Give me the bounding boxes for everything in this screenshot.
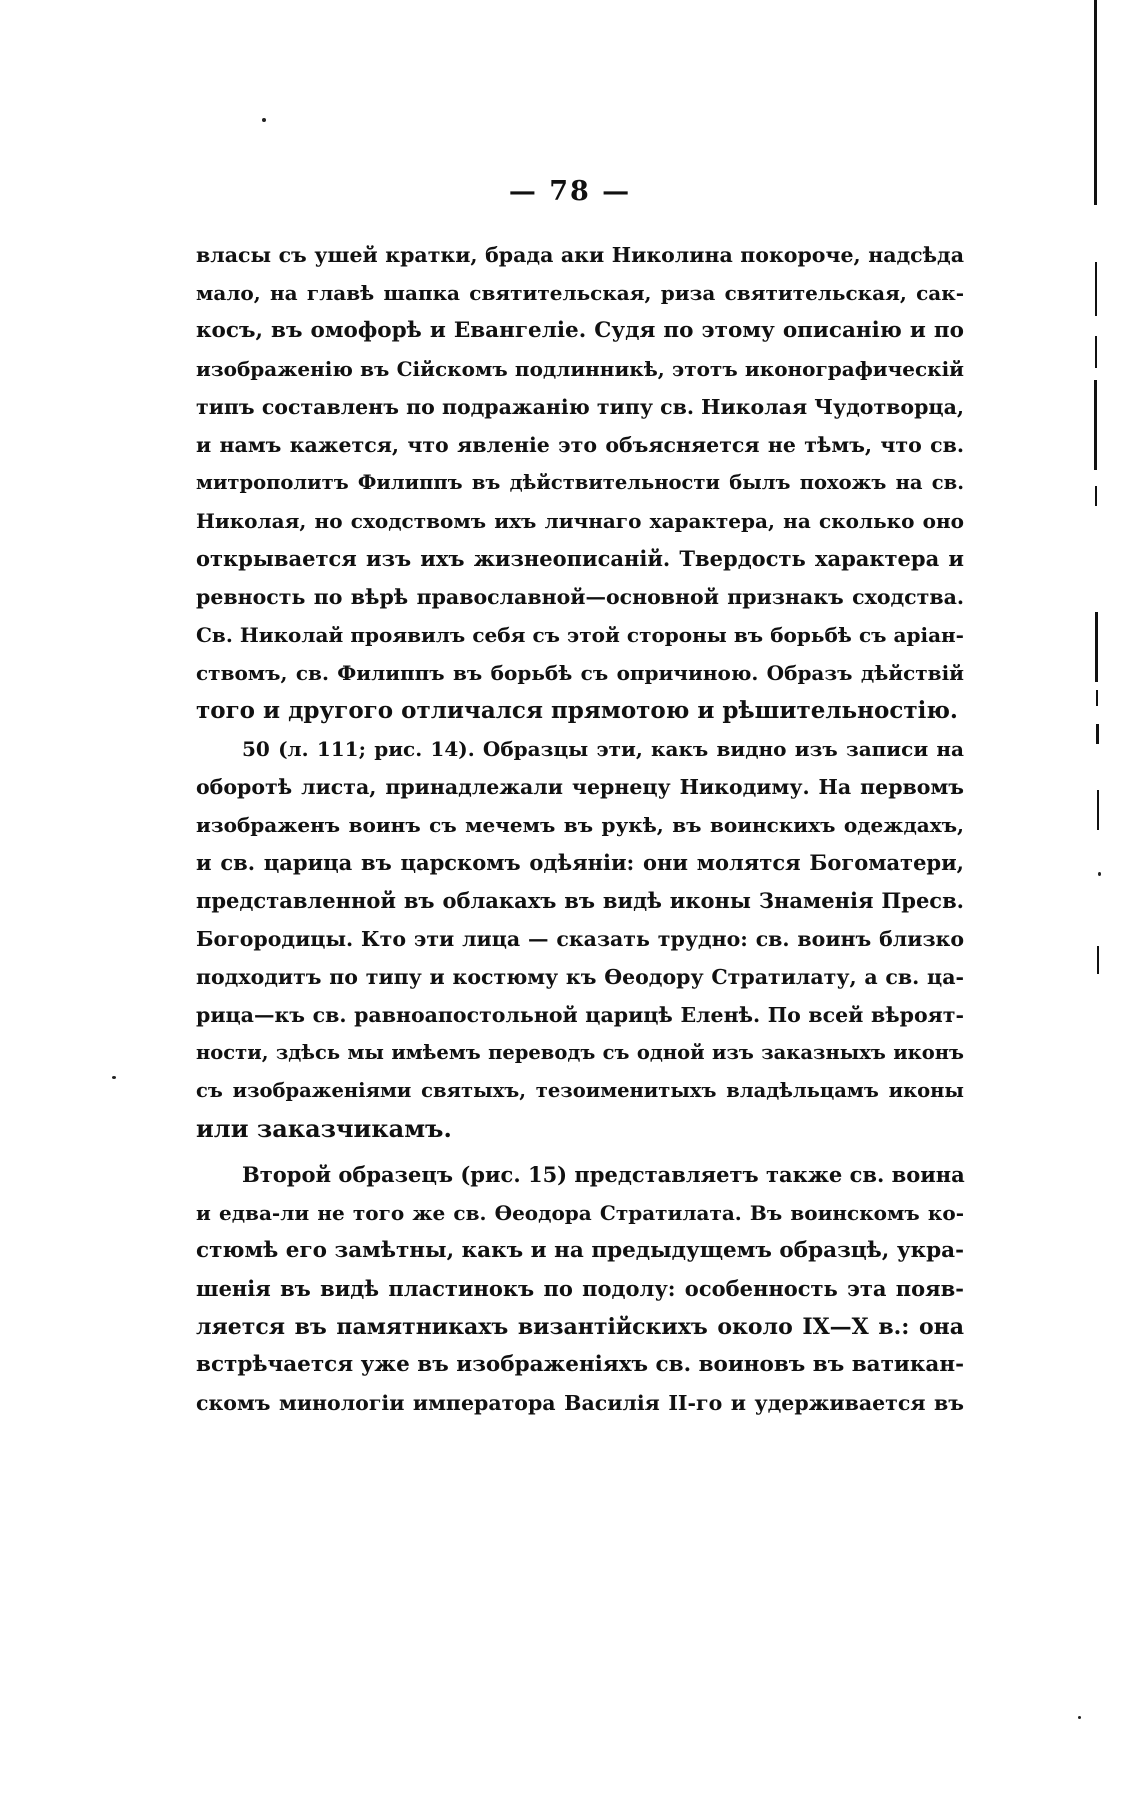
text-line: или заказчикамъ.: [196, 1114, 452, 1143]
scan-edge-line-6: [1096, 690, 1098, 706]
text-line: шенія въ видѣ пластинокъ по подолу: особенность эта появ-: [196, 1276, 964, 1301]
scan-edge-line-4: [1095, 486, 1097, 506]
text-line: и намъ кажется, что явленіе это объясняется не тѣмъ, что св.: [196, 433, 964, 457]
scan-edge-line-5: [1095, 612, 1098, 682]
text-line: митрополитъ Филиппъ въ дѣйствительности былъ похожъ на св.: [196, 471, 964, 494]
text-line: подходитъ по типу и костюму къ Ѳеодору Стратилату, а св. ца-: [196, 965, 964, 989]
scan-edge-line-2: [1095, 336, 1097, 368]
scan-speck-2: [112, 1076, 116, 1079]
text-line: ствомъ, св. Филиппъ въ борьбѣ съ опричиною. Образъ дѣйствій: [196, 661, 964, 685]
scan-edge-line-8: [1097, 790, 1099, 830]
scan-edge-line-7: [1096, 724, 1099, 744]
text-line: и св. царица въ царскомъ одѣяніи: они молятся Богоматери,: [196, 850, 964, 875]
text-line: Св. Николай проявилъ себя съ этой стороны въ борьбѣ съ аріан-: [196, 623, 964, 647]
text-line: встрѣчается уже въ изображеніяхъ св. воиновъ въ ватикан-: [196, 1352, 964, 1377]
scan-edge-line-top: [1094, 0, 1097, 205]
text-line: изображенію въ Сійскомъ подлинникѣ, этотъ иконографическій: [196, 357, 964, 381]
text-line: Второй образецъ (рис. 15) представляетъ также св. воина: [242, 1162, 965, 1187]
page-number: — 78 —: [508, 176, 632, 207]
text-line: съ изображеніями святыхъ, тезоименитыхъ владѣльцамъ иконы: [196, 1079, 964, 1102]
scan-speck-3: [1098, 872, 1101, 876]
text-line: Богородицы. Кто эти лица — сказать трудно: св. воинъ близко: [196, 927, 964, 951]
scan-speck-1: [262, 118, 266, 122]
text-line: Николая, но сходствомъ ихъ личнаго характера, на сколько оно: [196, 509, 964, 533]
text-line: косъ, въ омофорѣ и Евангеліе. Судя по этому описанію и по: [196, 318, 964, 343]
text-line: рица—къ св. равноапостольной царицѣ Еленѣ. По всей вѣроят-: [196, 1003, 964, 1027]
text-line: того и другого отличался прямотою и рѣшительностію.: [196, 697, 958, 724]
text-body: [196, 236, 964, 1422]
text-line: ности, здѣсь мы имѣемъ переводъ съ одной изъ заказныхъ иконъ: [196, 1041, 964, 1064]
scan-edge-line-3: [1094, 380, 1097, 470]
text-line: и едва-ли не того же св. Ѳеодора Стратилата. Въ воинскомъ ко-: [196, 1201, 964, 1225]
paragraph-2: [196, 730, 964, 1148]
paragraph-gap: [196, 1148, 964, 1156]
text-line: ляется въ памятникахъ византійскихъ около IX—X в.: она: [196, 1314, 964, 1340]
text-line: стюмѣ его замѣтны, какъ и на предыдущемъ образцѣ, укра-: [196, 1238, 964, 1263]
paragraph-1: [196, 236, 964, 730]
scan-edge-line-1: [1095, 262, 1097, 316]
text-line: власы съ ушей кратки, брада аки Николина покороче, надсѣда: [196, 243, 964, 267]
text-line: 50 (л. 111; рис. 14). Образцы эти, какъ видно изъ записи на: [242, 737, 964, 761]
text-line: открывается изъ ихъ жизнеописаній. Твердость характера и: [196, 546, 964, 571]
text-line: типъ составленъ по подражанію типу св. Николая Чудотворца,: [196, 395, 964, 419]
text-line: ревность по вѣрѣ православной—основной признакъ сходства.: [196, 585, 964, 609]
text-line: представленной въ облакахъ въ видѣ иконы Знаменія Пресв.: [196, 888, 964, 913]
paragraph-3: [196, 1156, 964, 1422]
scan-speck-4: [1078, 1716, 1081, 1719]
text-line: скомъ минологіи императора Василія II-го и удерживается въ: [196, 1391, 964, 1415]
scan-edge-line-9: [1097, 946, 1099, 974]
text-line: оборотѣ листа, принадлежали чернецу Никодиму. На первомъ: [196, 775, 964, 799]
text-line: изображенъ воинъ съ мечемъ въ рукѣ, въ воинскихъ одеждахъ,: [196, 813, 964, 837]
text-line: мало, на главѣ шапка святительская, риза святительская, сак-: [196, 281, 964, 305]
